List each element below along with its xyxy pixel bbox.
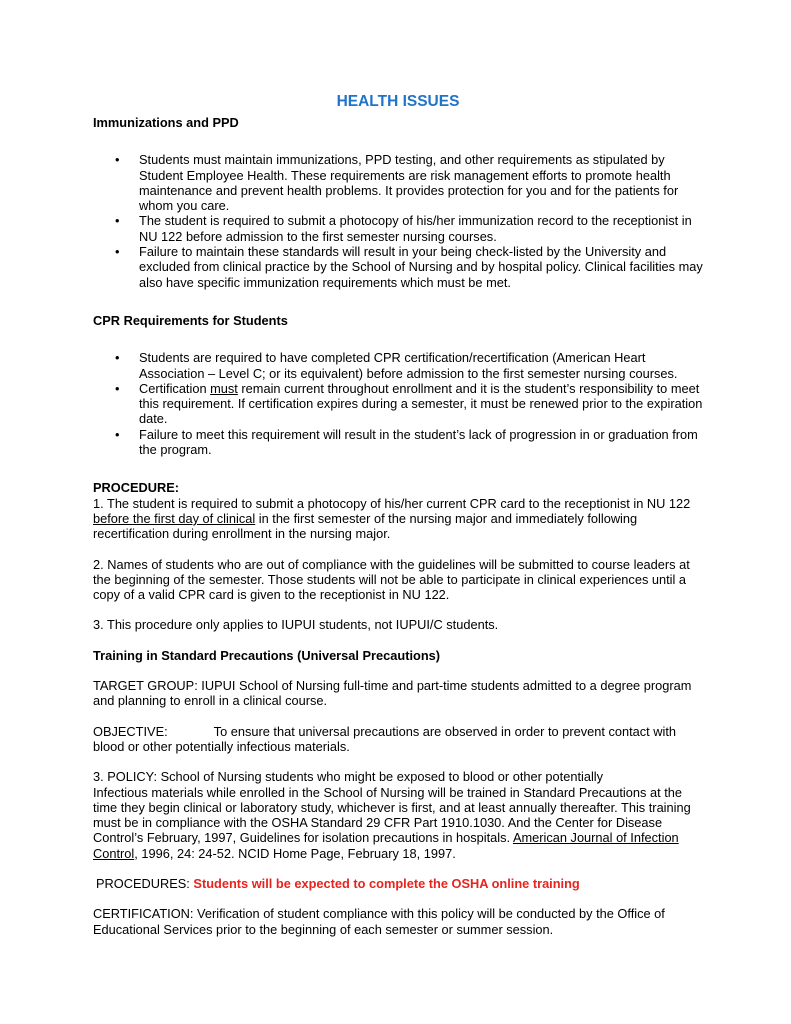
procedures-label: PROCEDURES: <box>96 875 194 891</box>
bullet-icon: • <box>115 426 120 442</box>
bullet-icon: • <box>115 350 120 366</box>
list-item <box>93 350 703 381</box>
procedure-item-1-underlined: before the first day of clinical <box>93 510 256 526</box>
list-item <box>93 213 703 244</box>
list-item <box>93 152 703 213</box>
cpr-bullet-3: Failure to meet this requirement will result in the student’s lack of progression in or graduation from the program. <box>139 426 698 458</box>
procedure-item-1 <box>93 496 703 542</box>
procedure-heading: PROCEDURE: <box>93 480 180 496</box>
cpr-bullet-2-post: remain current throughout enrollment and it is the student’s responsibility to meet this requirement. If certification expires during a semester, it must be renewed prior to the expiration date. <box>139 380 703 427</box>
immunizations-list <box>93 152 703 290</box>
cpr-bullet-2-pre: Certification <box>139 380 211 396</box>
page-title: HEALTH ISSUES <box>336 93 460 110</box>
target-group: TARGET GROUP: IUPUI School of Nursing full-time and part-time students admitted to a degree program and planning to enroll in a clinical course. <box>93 678 692 709</box>
cpr-list <box>93 350 703 457</box>
objective <box>93 724 703 755</box>
list-item <box>93 381 703 427</box>
cpr-bullet-1: Students are required to have completed CPR certification/recertification (American Heart Association – Level C; or its equivalent) before admission to the first semester nursing courses. <box>139 350 678 381</box>
cpr-bullet-2 <box>139 381 702 427</box>
immunization-bullet-2: The student is required to submit a photocopy of his/her immunization record to the receptionist in NU 122 before admission to the first semester nursing courses. <box>139 213 692 244</box>
objective-text: To ensure that universal precautions are observed in order to prevent contact with blood or other potentially infectious materials. <box>93 723 677 754</box>
policy-body-pre: Infectious materials while enrolled in the School of Nursing will be trained in Standard Precautions at the time they begin clinical or laboratory study, whichever is first, and at least annually thereafter. This training must be in compliance with the OSHA Standard 29 CFR Part 1910.1030. And the Center for Disease Control’s February, 1997, Guidelines for isolation precautions in hospitals. <box>93 784 691 846</box>
procedures-line <box>93 876 703 891</box>
bullet-icon: • <box>115 244 120 260</box>
document-page <box>93 93 703 937</box>
list-item <box>93 427 703 458</box>
bullet-icon: • <box>115 380 120 396</box>
cpr-bullet-2-must: must <box>210 380 238 396</box>
list-item <box>93 244 703 290</box>
policy-body-post: , 1996, 24: 24-52. NCID Home Page, February 18, 1997. <box>134 845 456 861</box>
training-heading: Training in Standard Precautions (Universal Precautions) <box>93 647 441 663</box>
policy-line-1: 3. POLICY: School of Nursing students who might be exposed to blood or other potentially <box>93 769 604 785</box>
immunization-bullet-1: Students must maintain immunizations, PPD testing, and other requirements as stipulated by Student Employee Health. These requirements are risk management efforts to promote health maintenance and prevent health problems. It provides protection for you and for the patients for whom you care. <box>139 152 679 214</box>
procedure-item-1-post: in the first semester of the nursing major and immediately following recertification during enrollment in the nursing major. <box>93 510 638 542</box>
bullet-icon: • <box>115 152 120 168</box>
immunizations-heading: Immunizations and PPD <box>93 115 239 130</box>
procedure-item-1-pre: 1. The student is required to submit a photocopy of his/her current CPR card to the receptionist in NU 122 <box>93 495 691 511</box>
policy-body <box>93 785 703 861</box>
immunization-bullet-3: Failure to maintain these standards will result in your being check-listed by the University and excluded from clinical practice by the School of Nursing and by hospital policy. Clinical facilities may also have specific immunization requirements which must be met. <box>139 244 703 290</box>
policy-journal: American Journal of Infection Control <box>93 830 679 861</box>
objective-label: OBJECTIVE: <box>93 723 168 739</box>
procedures-highlight: Students will be expected to complete the OSHA online training <box>193 875 580 891</box>
certification: CERTIFICATION: Verification of student compliance with this policy will be conducted by the Office of Educational Services prior to the beginning of each semester or summer session. <box>93 906 665 937</box>
procedure-item-3: 3. This procedure only applies to IUPUI students, not IUPUI/C students. <box>93 617 499 633</box>
bullet-icon: • <box>115 213 120 229</box>
cpr-heading: CPR Requirements for Students <box>93 312 288 328</box>
procedure-item-2: 2. Names of students who are out of compliance with the guidelines will be submitted to course leaders at the beginning of the semester. Those students will not be able to participate in clinical experiences until a copy of a valid CPR card is given to the receptionist in NU 122. <box>93 556 690 603</box>
